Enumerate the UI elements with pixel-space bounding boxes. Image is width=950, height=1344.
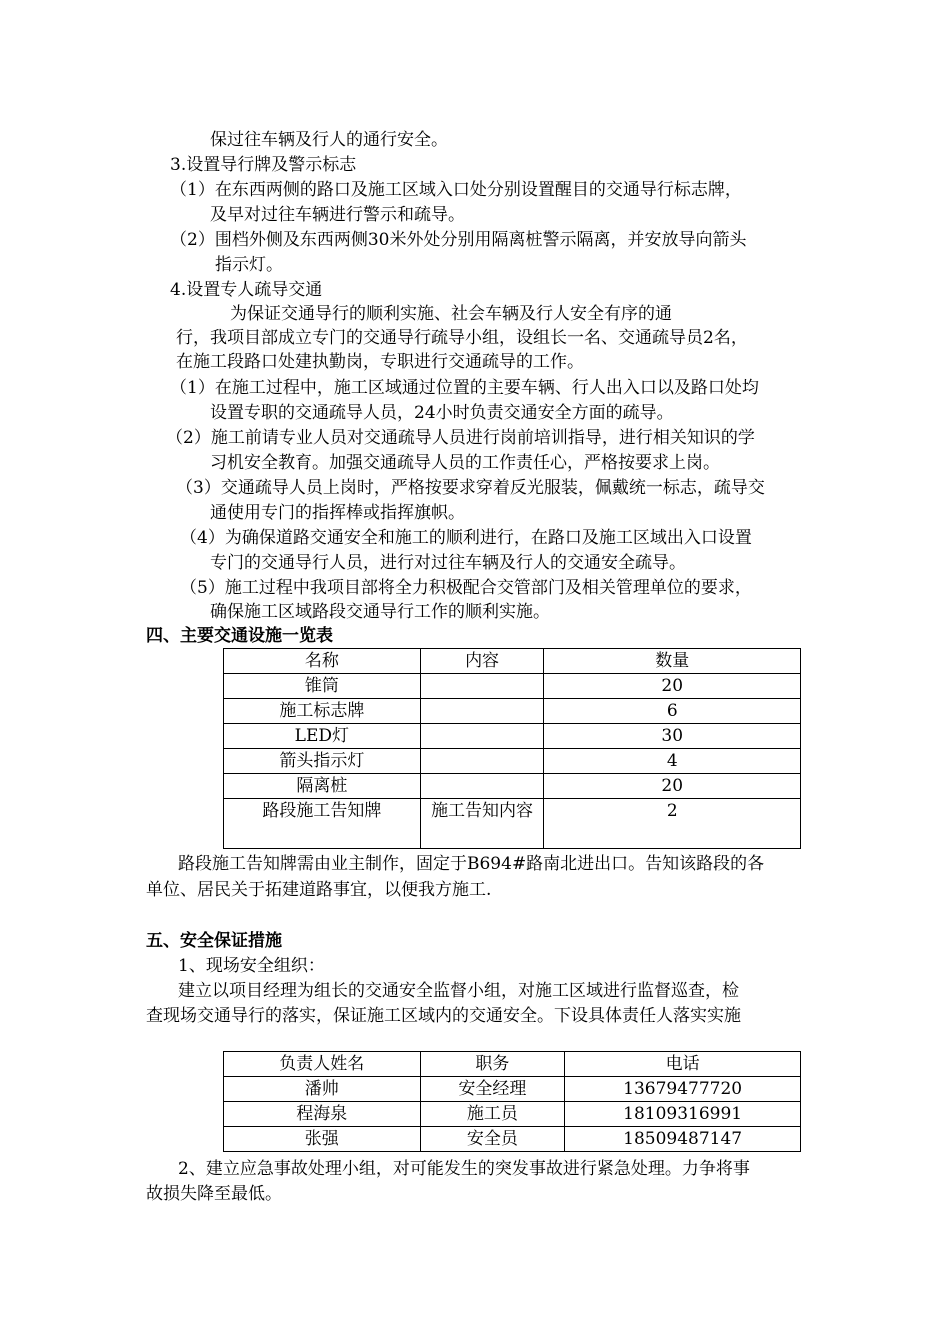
table-cell: LED灯 <box>224 724 421 749</box>
header-cell: 名称 <box>224 649 421 674</box>
paragraph-line: 设置专职的交通疏导人员，24小时负责交通安全方面的疏导。 <box>210 403 674 423</box>
table-row <box>224 674 801 699</box>
section-5-title: 五、安全保证措施 <box>146 931 282 951</box>
paragraph-line: 行，我项目部成立专门的交通导行疏导小组，设组长一名、交通疏导员2名， <box>176 328 748 348</box>
table-cell <box>420 749 544 774</box>
table-cell: 程海泉 <box>224 1102 421 1127</box>
paragraph-line: （2）围档外侧及东西两侧30米外处分别用隔离桩警示隔离，并安放导向箭头 <box>170 230 747 250</box>
table-cell <box>420 774 544 799</box>
section-4-title: 四、主要交通设施一览表 <box>146 626 333 646</box>
paragraph-line: 路段施工告知牌需由业主制作，固定于B694#路南北进出口。告知该路段的各 <box>178 854 765 874</box>
table-cell: 施工告知内容 <box>420 799 544 849</box>
table-cell: 张强 <box>224 1127 421 1152</box>
table-cell: 安全经理 <box>420 1077 565 1102</box>
paragraph-line: 专门的交通导行人员，进行对过往车辆及行人的交通安全疏导。 <box>210 553 686 573</box>
heading-4: 4.设置专人疏导交通 <box>170 280 323 300</box>
table-row <box>224 699 801 724</box>
table-header-row <box>224 649 801 674</box>
paragraph-line: 在施工段路口处建执勤岗，专职进行交通疏导的工作。 <box>176 352 584 372</box>
table-cell: 30 <box>544 724 801 749</box>
table-cell: 6 <box>544 699 801 724</box>
paragraph-line: 习机安全教育。加强交通疏导人员的工作责任心，严格按要求上岗。 <box>210 453 720 473</box>
table-cell: 20 <box>544 774 801 799</box>
paragraph-line: （2）施工前请专业人员对交通疏导人员进行岗前培训指导，进行相关知识的学 <box>166 428 755 448</box>
paragraph-line: 指示灯。 <box>215 255 283 275</box>
table-cell: 13679477720 <box>565 1077 801 1102</box>
header-cell: 电话 <box>565 1052 801 1077</box>
paragraph-line: 为保证交通导行的顺利实施、社会车辆及行人安全有序的通 <box>230 304 672 324</box>
table-row <box>224 774 801 799</box>
table-cell: 锥筒 <box>224 674 421 699</box>
facilities-table <box>223 648 801 849</box>
table-cell: 箭头指示灯 <box>224 749 421 774</box>
table-cell: 施工员 <box>420 1102 565 1127</box>
paragraph-line: 通使用专门的指挥棒或指挥旗帜。 <box>210 503 465 523</box>
paragraph-line: （1）在东西两侧的路口及施工区域入口处分别设置醒目的交通导行标志牌， <box>170 180 742 200</box>
table-row <box>224 1127 801 1152</box>
paragraph-line: （1）在施工过程中，施工区域通过位置的主要车辆、行人出入口以及路口处均 <box>170 378 759 398</box>
table-cell <box>420 674 544 699</box>
table-cell: 安全员 <box>420 1127 565 1152</box>
paragraph-line: 建立以项目经理为组长的交通安全监督小组，对施工区域进行监督巡查，检 <box>178 981 739 1001</box>
table-cell: 4 <box>544 749 801 774</box>
paragraph-line: （5）施工过程中我项目部将全力积极配合交管部门及相关管理单位的要求， <box>180 578 752 598</box>
table-cell: 路段施工告知牌 <box>224 799 421 849</box>
table-cell: 2 <box>544 799 801 849</box>
table-cell: 20 <box>544 674 801 699</box>
paragraph-line: 2、建立应急事故处理小组，对可能发生的突发事故进行紧急处理。力争将事 <box>178 1159 750 1179</box>
table-cell: 潘帅 <box>224 1077 421 1102</box>
table-cell: 隔离桩 <box>224 774 421 799</box>
table-cell <box>420 724 544 749</box>
paragraph-line: 保过往车辆及行人的通行安全。 <box>210 130 448 150</box>
table-cell: 18509487147 <box>565 1127 801 1152</box>
paragraph-line: 及早对过往车辆进行警示和疏导。 <box>210 205 465 225</box>
table-cell: 18109316991 <box>565 1102 801 1127</box>
responsible-persons-table <box>223 1051 801 1152</box>
table-header-row <box>224 1052 801 1077</box>
header-cell: 负责人姓名 <box>224 1052 421 1077</box>
paragraph-line: 单位、居民关于拓建道路事宜，以便我方施工. <box>146 880 492 900</box>
table-row <box>224 724 801 749</box>
table-row <box>224 1077 801 1102</box>
header-cell: 职务 <box>420 1052 565 1077</box>
subheading: 1、现场安全组织： <box>178 956 325 976</box>
paragraph-line: （3）交通疏导人员上岗时，严格按要求穿着反光服装，佩戴统一标志，疏导交 <box>176 478 765 498</box>
table-row <box>224 799 801 849</box>
paragraph-line: 故损失降至最低。 <box>146 1184 282 1204</box>
header-cell: 内容 <box>420 649 544 674</box>
table-cell <box>420 699 544 724</box>
heading-3: 3.设置导行牌及警示标志 <box>170 155 357 175</box>
paragraph-line: （4）为确保道路交通安全和施工的顺利进行，在路口及施工区域出入口设置 <box>180 528 752 548</box>
paragraph-line: 查现场交通导行的落实，保证施工区域内的交通安全。下设具体责任人落实实施 <box>146 1006 741 1026</box>
table-row <box>224 1102 801 1127</box>
table-row <box>224 749 801 774</box>
table-cell: 施工标志牌 <box>224 699 421 724</box>
header-cell: 数量 <box>544 649 801 674</box>
paragraph-line: 确保施工区域路段交通导行工作的顺利实施。 <box>210 602 550 622</box>
